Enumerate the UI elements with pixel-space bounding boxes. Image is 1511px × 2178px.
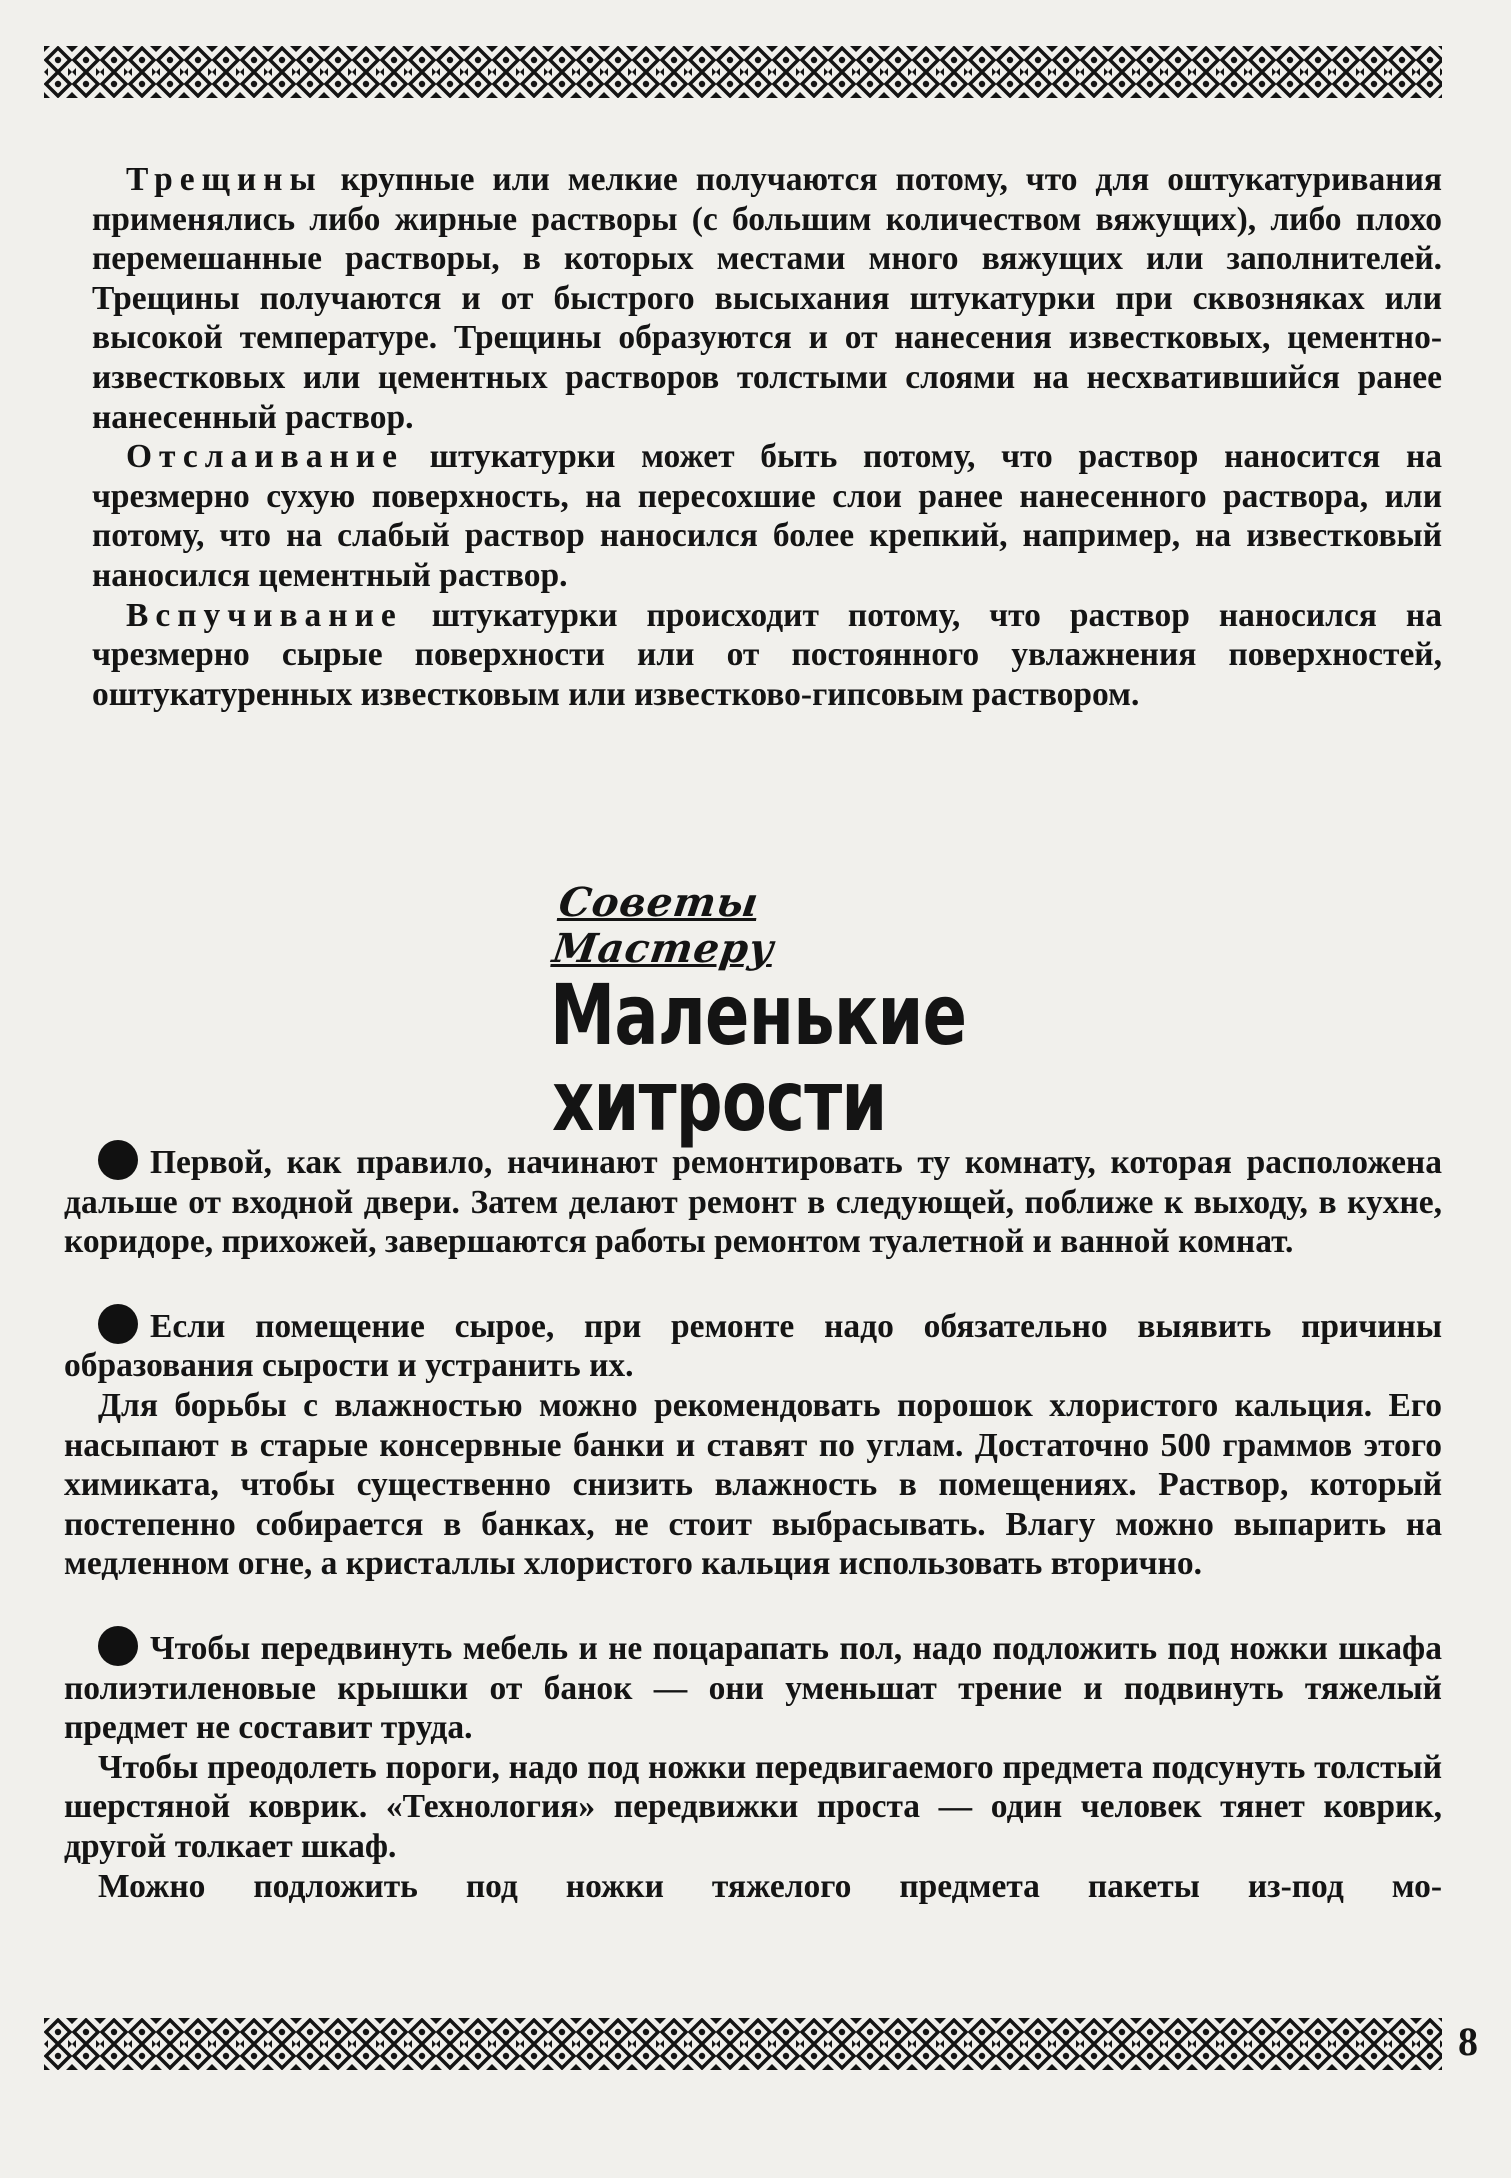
paragraph-cracks-text: крупные или мелкие получаются потому, что для оштукатуривания применялись либо жирные растворы (с большим количеством вяжущих), либо плохо перемешанные растворы, в которых местами много вяжущих или заполнителей. Трещины получаются и от быстрого высыхания штукатурки при сквозняках или высокой температуре. Трещины образуются и от нанесения известковых, цементно-известковых или цементных растворов толстыми слоями на несхватившийся ранее нанесенный раствор. xyxy=(92,161,1442,436)
tip-3-text: Чтобы передвинуть мебель и не поцарапать пол, надо подложить под ножки шкафа полиэтиленовые крышки от банок — они уменьшат трение и подвинуть тяжелый предмет не составит труда. xyxy=(64,1629,1442,1747)
paragraph-peeling-text: штукатурки может быть потому, что раствор наносится на чрезмерно сухую поверхность, на пересохшие слои ранее нанесенного раствора, или потому, что на слабый раствор наносился более крепкий, например, на известковый наносился цементный раствор. xyxy=(92,438,1442,594)
term-cracks: Трещины xyxy=(126,161,323,198)
paragraph-cracks xyxy=(92,160,1442,437)
upper-text xyxy=(92,160,1442,714)
term-peeling: Отслаивание xyxy=(126,438,404,476)
tip-1 xyxy=(64,1140,1442,1262)
section-heading xyxy=(549,879,970,1150)
tips-text xyxy=(64,1140,1442,1906)
paragraph-swelling xyxy=(92,596,1442,715)
rubric-label: Советы Мастеру xyxy=(549,879,778,972)
term-swelling: Вспучивание xyxy=(126,596,403,634)
bullet-icon xyxy=(98,1626,138,1666)
title-line-1: Маленькие xyxy=(550,966,967,1064)
tip-3-continued-2: Можно подложить под ножки тяжелого предмета пакеты из-под мо- xyxy=(98,1867,1442,1905)
tip-2 xyxy=(64,1304,1442,1386)
paragraph-peeling xyxy=(92,437,1442,595)
bottom-ornament-border xyxy=(44,2018,1442,2070)
tip-1-text: Первой, как правило, начинают ремонтировать ту комнату, которая расположена дальше от входной двери. Затем делают ремонт в следующей, поближе к выходу, в кухне, коридоре, прихожей, завершаются работы ремонтом туалетной и ванной комнат. xyxy=(64,1144,1442,1261)
tip-3 xyxy=(64,1626,1442,1748)
title-line-2: хитрости xyxy=(552,1052,887,1150)
bullet-icon xyxy=(98,1140,138,1180)
bullet-icon xyxy=(98,1304,138,1344)
paragraph-swelling-text: штукатурки происходит потому, что раствор наносился на чрезмерно сырые поверхности или от постоянного увлажнения поверхностей, оштукатуренных известковым или известково-гипсовым раствором. xyxy=(92,596,1442,713)
tip-3-continued-1: Чтобы преодолеть пороги, надо под ножки передвигаемого предмета подсунуть толстый шерстяной коврик. «Технология» передвижки проста — один человек тянет коврик, другой толкает шкаф. xyxy=(64,1748,1442,1865)
tip-2-text: Если помещение сырое, при ремонте надо обязательно выявить причины образования сырости и устранить их. xyxy=(64,1307,1442,1385)
tip-2-continued: Для борьбы с влажностью можно рекомендовать порошок хлористого кальция. Его насыпают в старые консервные банки и ставят по углам. Достаточно 500 граммов этого химиката, чтобы существенно снизить влажность в помещениях. Раствор, который постепенно собирается в банках, не стоит выбрасывать. Влагу можно выпарить на медленном огне, а кристаллы хлористого кальция использовать вторично. xyxy=(64,1386,1442,1583)
page-number: 8 xyxy=(1458,2019,1478,2064)
top-ornament-border xyxy=(44,46,1442,98)
